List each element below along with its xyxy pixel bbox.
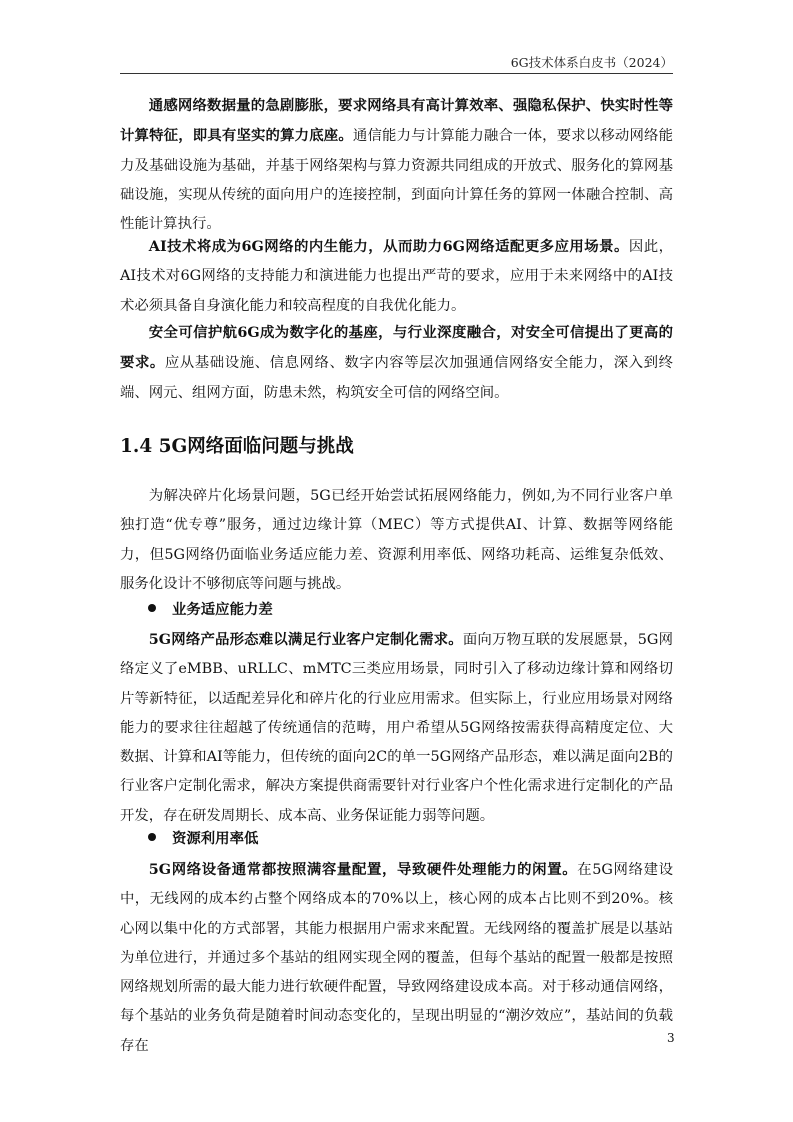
paragraph-ai (120, 232, 673, 321)
bullet-label: 资源利用率低 (172, 830, 259, 847)
header-divider (120, 73, 673, 74)
paragraph-customization-body: 面向万物互联的发展愿景，5G网络定义了eMBB、uRLLC、mMTC三类应用场景，同时引入了移动边缘计算和网络切片等新特征，以适配差异化和碎片化的行业应用需求。但实际上，行业应用场景对网络能力的要求往往超越了传统通信的范畴，用户希望从5G网络按需获得高精度定位、大数据、计算和AI等能力，但传统的面向2C的单一5G网络产品形态，难以满足面向2B的行业客户定制化需求，解决方案提供商需要针对行业客户个性化需求进行定制化的产品开发，存在研发周期长、成本高、业务保证能力弱等问题。 (120, 632, 674, 824)
paragraph-ai-lead: AI技术将成为6G网络的内生能力，从而助力6G网络适配更多应用场景。 (148, 238, 629, 255)
paragraph-computing-body: 通信能力与计算能力融合一体，要求以移动网络能力及基础设施为基础，并基于网络架构与算力资源共同组成的开放式、服务化的算网基础设施，实现从传统的面向用户的连接控制，到面向计算任务的算网一体融合控制、高性能计算执行。 (120, 128, 673, 233)
bullet-dot-icon (148, 604, 156, 612)
paragraph-customization (120, 625, 673, 831)
paragraph-security-body: 应从基础设施、信息网络、数字内容等层次加强通信网络安全能力，深入到终端、网元、组网方面，防患未然，构筑安全可信的网络空间。 (120, 355, 673, 401)
page-number: 3 (667, 1031, 675, 1045)
paragraph-capacity (120, 855, 673, 1061)
bullet-label: 业务适应能力差 (172, 601, 273, 618)
paragraph-ai-body: 因此，AI技术对6G网络的支持能力和演进能力也提出严苛的要求，应用于未来网络中的AI技术必须具备自身演化能力和较高程度的自我优化能力。 (120, 239, 673, 314)
bullet-resource-utilization (148, 827, 258, 848)
paragraph-computing-lead: 通感网络数据量的急剧膨胀，要求网络具有高计算效率、强隐私保护、快实时性等计算特征，即具有坚实的算力底座。 (120, 97, 673, 145)
paragraph-5g-intro (120, 482, 673, 599)
paragraph-computing (120, 91, 673, 239)
paragraph-customization-lead: 5G网络产品形态难以满足行业客户定制化需求。 (148, 631, 463, 648)
paragraph-security (120, 318, 673, 408)
paragraph-5g-intro-body: 为解决碎片化场景问题，5G已经开始尝试拓展网络能力，例如,为不同行业客户单独打造“优专尊”服务，通过边缘计算（MEC）等方式提供AI、计算、数据等网络能力，但5G网络仍面临业务适应能力差、资源利用率低、网络功耗高、运维复杂低效、服务化设计不够彻底等问题与挑战。 (120, 488, 673, 592)
paragraph-security-lead: 安全可信护航6G成为数字化的基座，与行业深度融合，对安全可信提出了更高的要求。 (120, 324, 673, 372)
page-header: 6G技术体系白皮书（2024） (510, 55, 673, 70)
bullet-service-adaptability (148, 598, 273, 619)
paragraph-capacity-lead: 5G网络设备通常都按照满容量配置，导致硬件处理能力的闲置。 (148, 861, 578, 878)
paragraph-capacity-body: 在5G网络建设中，无线网的成本约占整个网络成本的70%以上，核心网的成本占比则不到20%。核心网以集中化的方式部署，其能力根据用户需求来配置。无线网络的覆盖扩展是以基站为单位进行，并通过多个基站的组网实现全网的覆盖，但每个基站的配置一般都是按照网络规划所需的最大能力进行软硬件配置，导致网络建设成本高。对于移动通信网络，每个基站的业务负荷是随着时间动态变化的，呈现出明显的“潮汐效应”，基站间的负载存在 (120, 862, 673, 1054)
section-heading: 1.4 5G网络面临问题与挑战 (120, 436, 354, 457)
bullet-dot-icon (148, 833, 156, 841)
